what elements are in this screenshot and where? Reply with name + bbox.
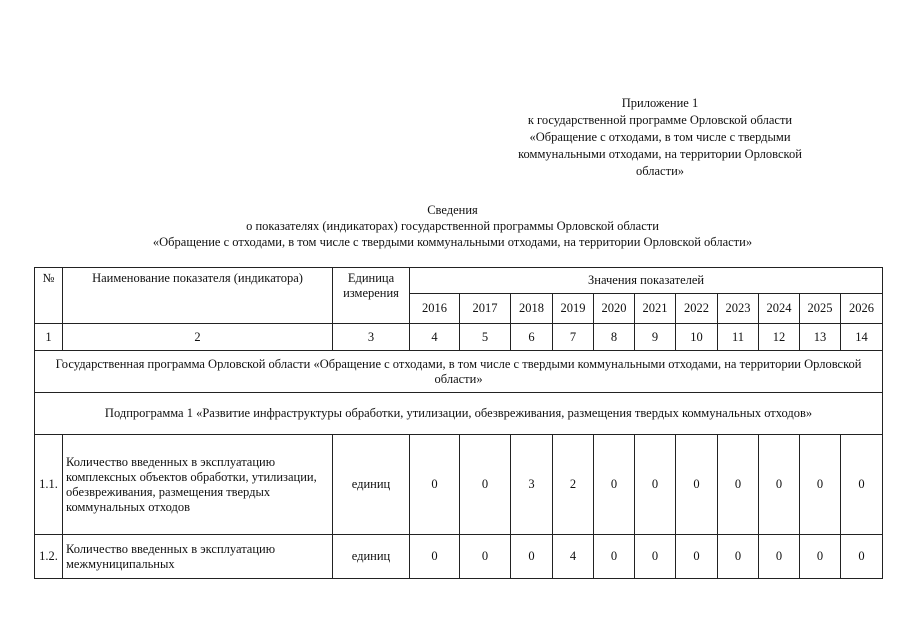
year-cell: 2022	[676, 294, 718, 324]
value-cell: 0	[718, 535, 759, 579]
value-cell: 0	[718, 435, 759, 535]
column-number: 2	[63, 324, 333, 351]
table-row	[35, 535, 883, 579]
heading-line: «Обращение с отходами, в том числе с твердыми коммунальными отходами, на территории Орловской области»	[152, 235, 753, 249]
column-number: 4	[410, 324, 460, 351]
row-name: Количество введенных в эксплуатацию комплексных объектов обработки, утилизации, обезвреживания, размещения твердых коммунальных отходов	[63, 435, 333, 535]
year-cell: 2020	[594, 294, 635, 324]
header-name: Наименование показателя (индикатора)	[63, 268, 333, 324]
header-num: №	[35, 268, 63, 324]
value-cell: 0	[410, 435, 460, 535]
column-number: 12	[759, 324, 800, 351]
year-cell: 2016	[410, 294, 460, 324]
value-cell: 0	[759, 535, 800, 579]
appendix-line: «Обращение с отходами, в том числе с твердыми	[529, 130, 791, 144]
column-number: 7	[553, 324, 594, 351]
document-heading	[0, 202, 905, 250]
heading-line: о показателях (индикаторах) государственной программы Орловской области	[246, 219, 659, 233]
column-number: 14	[841, 324, 883, 351]
value-cell: 0	[635, 435, 676, 535]
value-cell: 2	[553, 435, 594, 535]
value-cell: 0	[676, 435, 718, 535]
row-num: 1.2.	[35, 535, 63, 579]
header-values: Значения показателей	[410, 268, 883, 294]
year-cell: 2024	[759, 294, 800, 324]
subprogram-title-row: Подпрограмма 1 «Развитие инфраструктуры обработки, утилизации, обезвреживания, размещения твердых коммунальных отходов»	[35, 393, 883, 435]
value-cell: 3	[511, 435, 553, 535]
value-cell: 0	[676, 535, 718, 579]
appendix-line: коммунальными отходами, на территории Орловской	[518, 147, 802, 161]
year-cell: 2023	[718, 294, 759, 324]
value-cell: 0	[594, 435, 635, 535]
column-number: 8	[594, 324, 635, 351]
appendix-line: Приложение 1	[621, 96, 699, 110]
value-cell: 0	[841, 435, 883, 535]
row-unit: единиц	[333, 435, 410, 535]
year-cell: 2021	[635, 294, 676, 324]
value-cell: 0	[635, 535, 676, 579]
value-cell: 0	[594, 535, 635, 579]
value-cell: 0	[759, 435, 800, 535]
value-cell: 0	[410, 535, 460, 579]
row-name: Количество введенных в эксплуатацию межмуниципальных	[63, 535, 333, 579]
header-unit: Единица измерения	[333, 268, 410, 324]
year-cell: 2026	[841, 294, 883, 324]
column-number: 10	[676, 324, 718, 351]
column-number: 3	[333, 324, 410, 351]
column-number: 13	[800, 324, 841, 351]
year-cell: 2017	[460, 294, 511, 324]
column-number: 6	[511, 324, 553, 351]
table-row	[35, 435, 883, 535]
appendix-note	[480, 95, 840, 180]
value-cell: 0	[511, 535, 553, 579]
year-cell: 2019	[553, 294, 594, 324]
year-cell: 2018	[511, 294, 553, 324]
value-cell: 0	[800, 435, 841, 535]
value-cell: 4	[553, 535, 594, 579]
column-number: 9	[635, 324, 676, 351]
row-unit: единиц	[333, 535, 410, 579]
value-cell: 0	[460, 435, 511, 535]
value-cell: 0	[841, 535, 883, 579]
program-title-row: Государственная программа Орловской области «Обращение с отходами, в том числе с твердыми коммунальными отходами, на территории Орловской области»	[35, 351, 883, 393]
column-number: 11	[718, 324, 759, 351]
value-cell: 0	[800, 535, 841, 579]
row-num: 1.1.	[35, 435, 63, 535]
year-cell: 2025	[800, 294, 841, 324]
column-numbers-row	[35, 324, 883, 351]
value-cell: 0	[460, 535, 511, 579]
column-number: 5	[460, 324, 511, 351]
heading-line: Сведения	[427, 203, 478, 217]
column-number: 1	[35, 324, 63, 351]
appendix-line: к государственной программе Орловской области	[527, 113, 793, 127]
appendix-line: области»	[635, 164, 685, 178]
indicators-table	[34, 267, 883, 579]
